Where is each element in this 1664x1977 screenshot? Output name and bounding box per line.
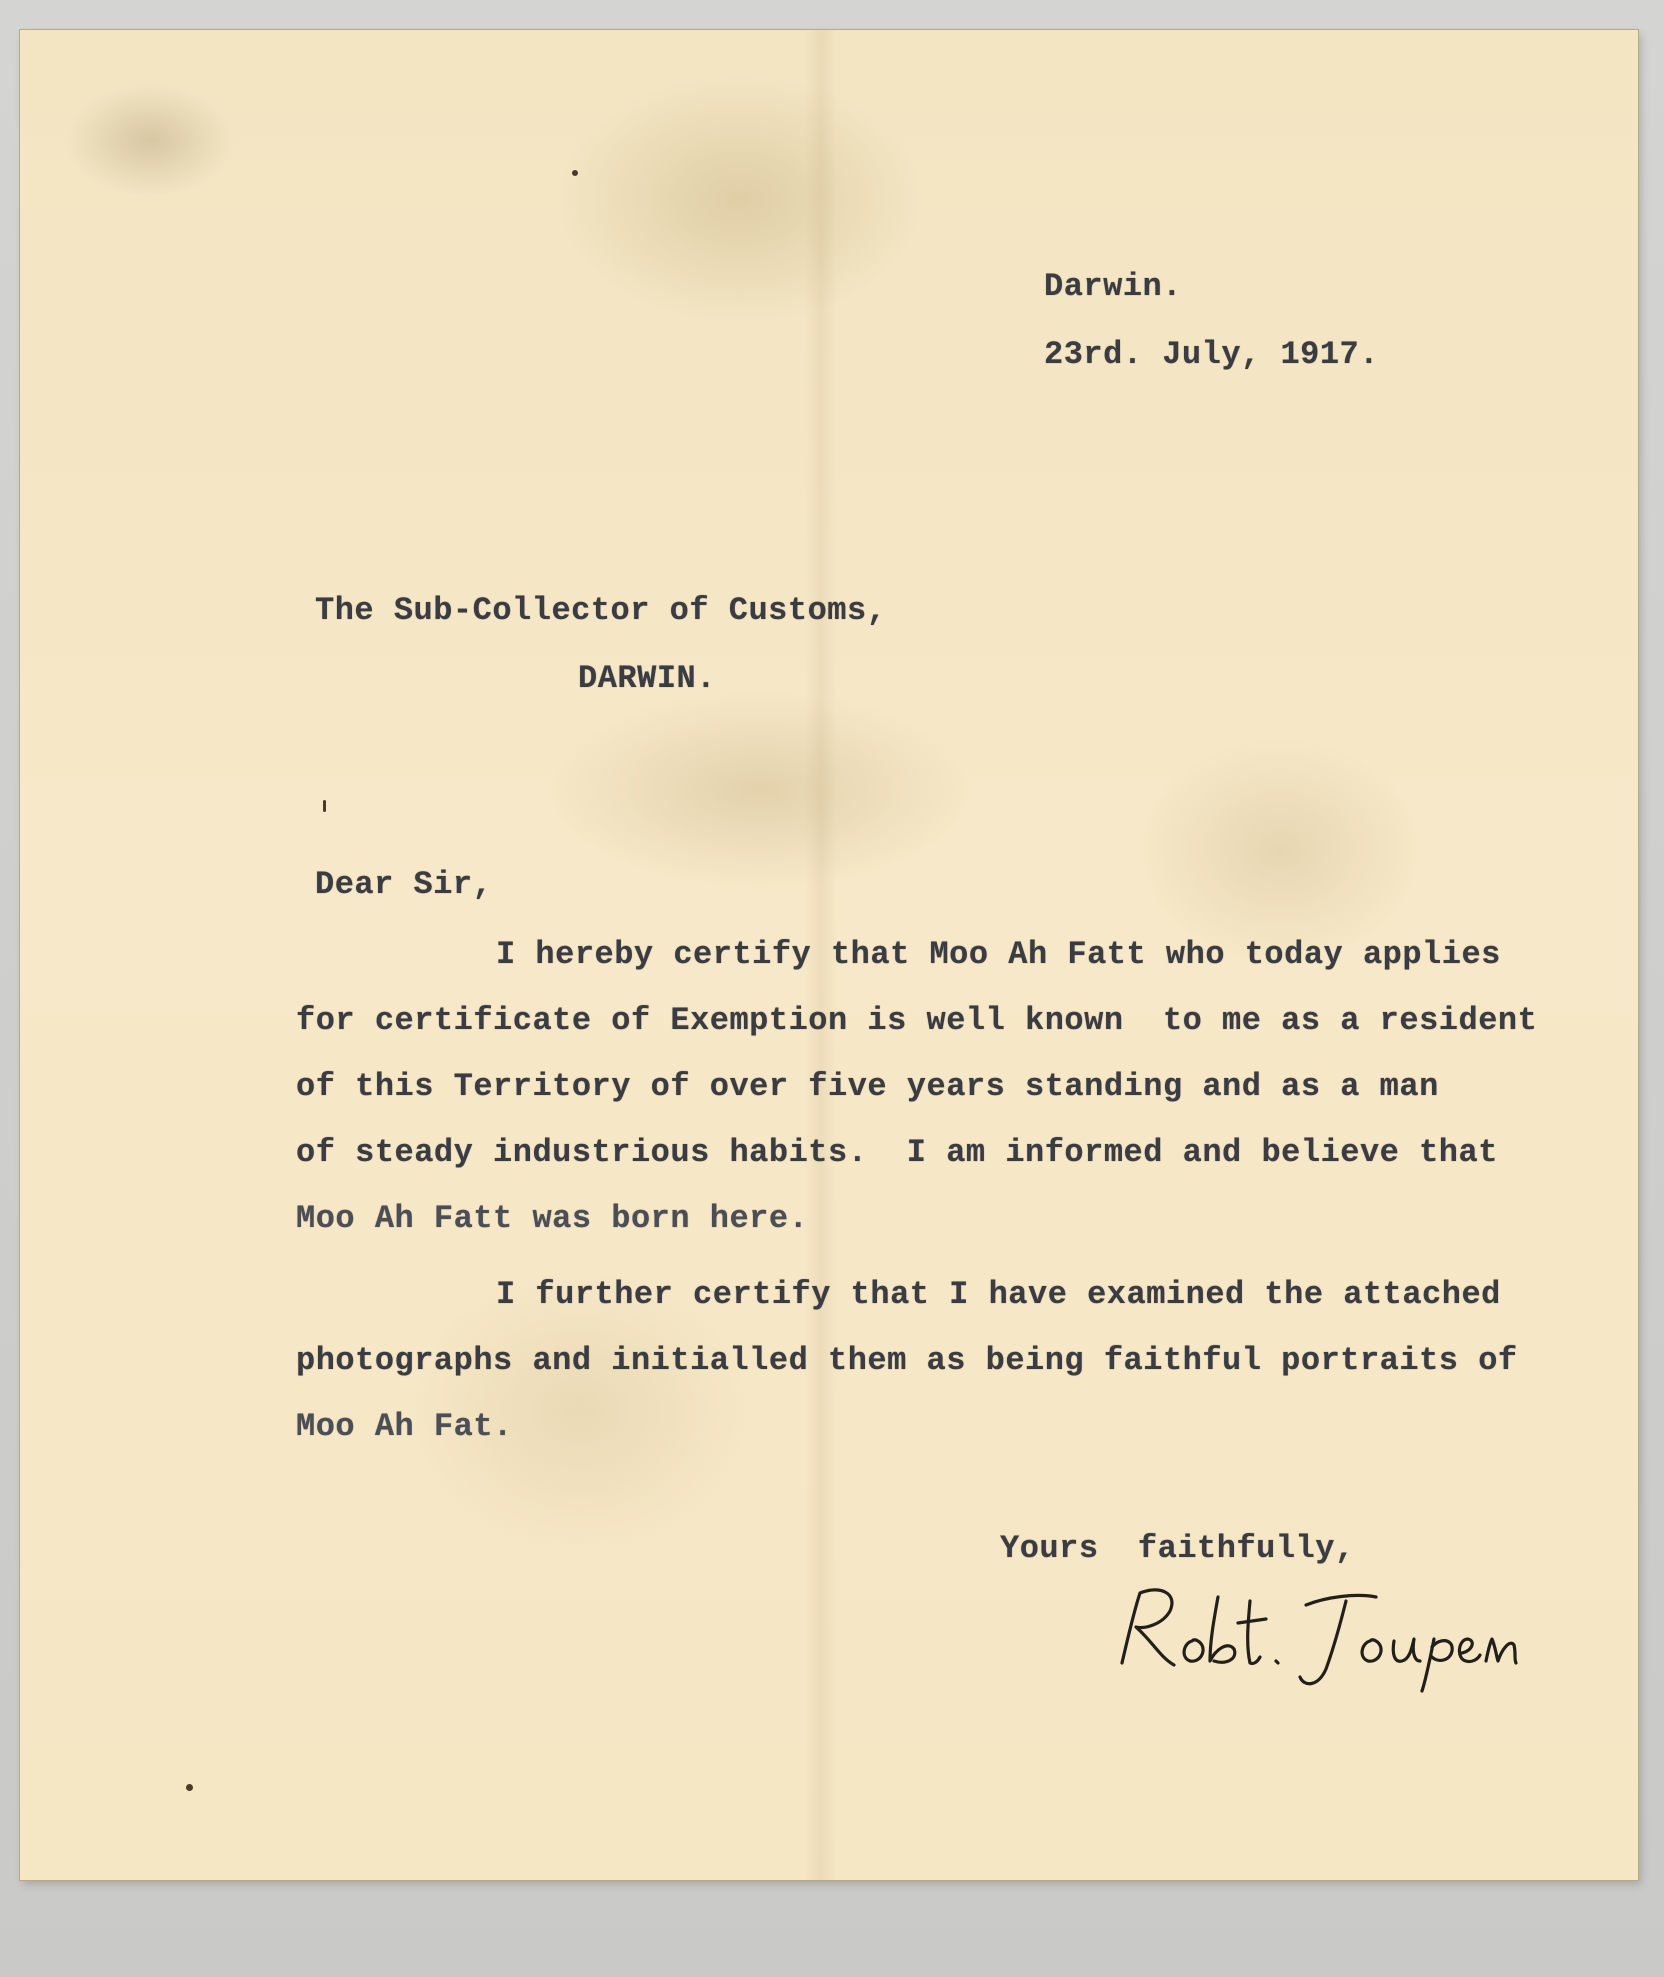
- closing: Yours faithfully,: [1000, 1530, 1355, 1567]
- addressee-line-2: DARWIN.: [578, 660, 716, 697]
- paragraph-1-line: Moo Ah Fatt was born here.: [296, 1200, 809, 1237]
- letter-date: 23rd. July, 1917.: [1044, 336, 1379, 373]
- ink-spot: [186, 1784, 193, 1791]
- paragraph-2-line: I further certify that I have examined the attached: [496, 1276, 1501, 1313]
- signature: [1100, 1575, 1520, 1695]
- paragraph-1-line: I hereby certify that Moo Ah Fatt who today applies: [496, 936, 1501, 973]
- letter-place: Darwin.: [1044, 268, 1182, 305]
- paragraph-2-line: photographs and initialled them as being faithful portraits of: [296, 1342, 1518, 1379]
- letter-sheet: [20, 30, 1638, 1880]
- paragraph-1-line: of steady industrious habits. I am informed and believe that: [296, 1134, 1498, 1171]
- paragraph-1-line: of this Territory of over five years standing and as a man: [296, 1068, 1439, 1105]
- ink-spot: [572, 170, 578, 176]
- salutation: Dear Sir,: [315, 866, 493, 903]
- signature-drawing: [1100, 1575, 1520, 1695]
- addressee-line-1: The Sub-Collector of Customs,: [315, 592, 887, 629]
- paragraph-1-line: for certificate of Exemption is well known to me as a resident: [296, 1002, 1538, 1039]
- paragraph-2-line: Moo Ah Fat.: [296, 1408, 513, 1445]
- ink-spot: [323, 800, 326, 812]
